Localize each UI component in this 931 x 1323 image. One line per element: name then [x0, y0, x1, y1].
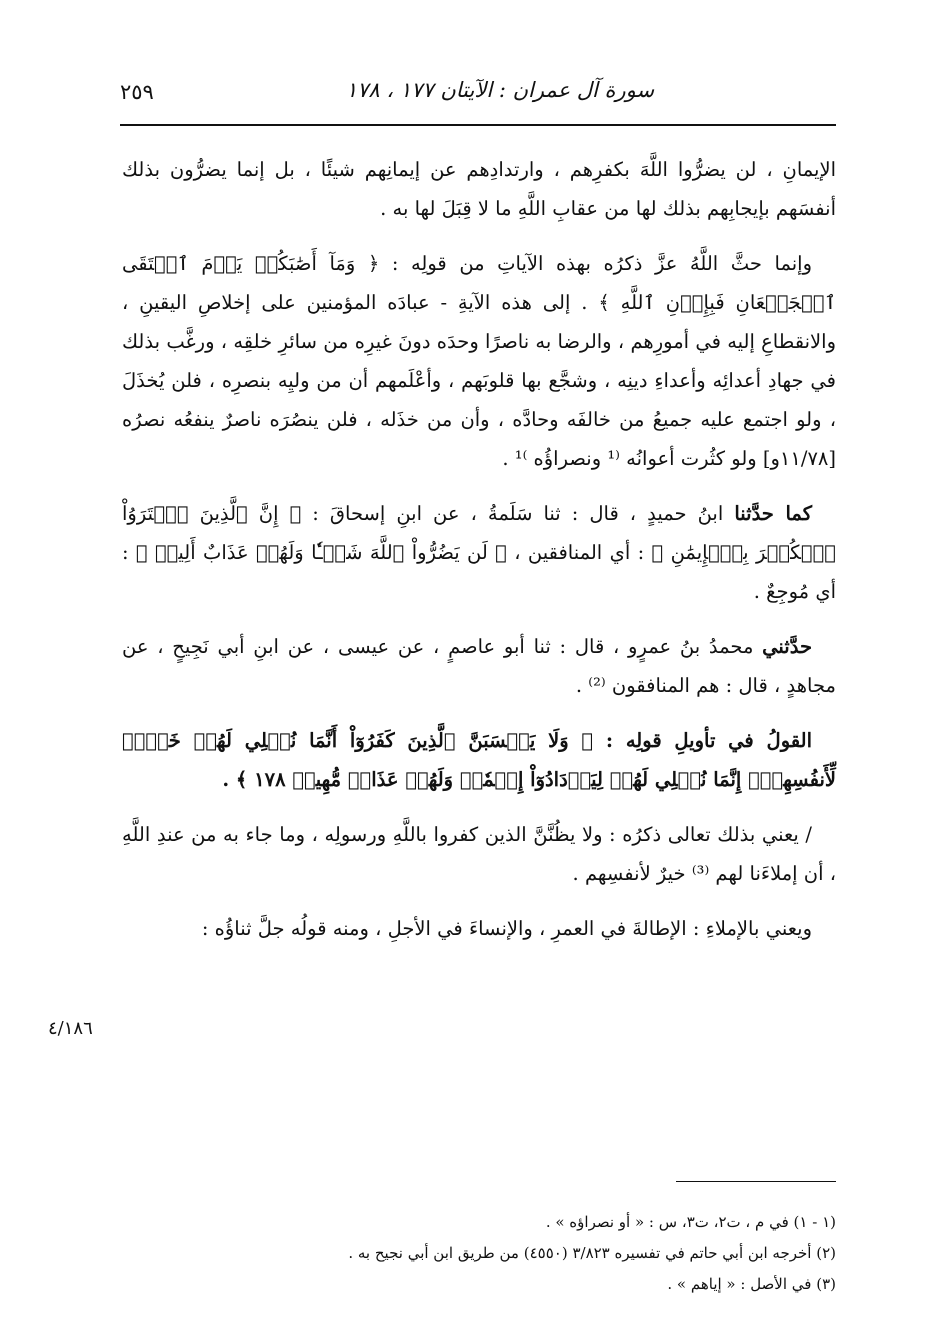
paragraph-lead: حدَّثني — [762, 635, 812, 658]
paragraph-3 — [122, 494, 836, 611]
paragraph-7 — [122, 909, 836, 948]
footnote-rule — [676, 1181, 836, 1182]
margin-reference: ٤/١٨٦ — [48, 1018, 93, 1039]
paragraph-lead: القولُ في تأويلِ قولِه : — [605, 729, 812, 752]
paragraph-text: ابنُ حميدٍ ، قال : ثنا سَلَمةُ ، عن ابنِ إسحاقَ : ﴿ إِنَّ ٱلَّذِينَ ٱشۡتَرَوُاْ ٱلۡكُفۡرَ بِٱلۡإِيمَٰنِ ﴾ : أي المنافقين ، ﴿ لَن يَضُرُّواْ ٱللَّهَ شَيۡـٔٗا وَلَهُمۡ عَذَابٌ أَلِيمٞ ﴾ : أي مُوجِعٌ . — [122, 502, 836, 603]
paragraph-text: وإنما حثَّ اللَّهُ عزَّ ذكرُه بهذه الآياتِ من قولِه : ﴿ وَمَآ أَصَٰبَكُمۡ يَوۡمَ ٱلۡتَقَى ٱلۡجَمۡعَانِ فَبِإِذۡنِ ٱللَّهِ ﴾ . إلى هذه الآيةِ - عبادَه المؤمنين على إخلاصِ اليقينِ ، والانقطاعِ إليه في أمورِهم ، والرضا به ناصرًا وحدَه دونَ غيرِه من سائرِ خلقِه ، ورغَّب بذلك في جهادِ أعدائِه وأعداءِ دينِه ، وشجَّع بها قلوبَهم ، وأعْلَمهم أن من وليِه بنصرِه ، فلن يُخذَلَ ، ولو اجتمع عليه جميعُ من خالفَه وحادَّه ، وأن من خذَله ، فلن ينصُرَه ناصرٌ ينفعُه نصرُه [١١/٧٨و] ولو كثُرت أعوانُه ⁽¹ ونصراؤُه ⁾¹ . — [122, 252, 836, 470]
running-header-title: سورة آل عمران : الآيتان ١٧٧ ، ١٧٨ — [345, 78, 655, 102]
paragraph-4 — [122, 627, 836, 705]
main-text — [122, 150, 836, 964]
paragraph-text: ﴿ وَلَا يَحۡسَبَنَّ ٱلَّذِينَ كَفَرُوٓاْ أَنَّمَا نُمۡلِي لَهُمۡ خَيۡرٞ لِّأَنفُسِهِمۡۚ إِنَّمَا نُمۡلِي لَهُمۡ لِيَزۡدَادُوٓاْ إِثۡمٗاۖ وَلَهُمۡ عَذَابٞ مُّهِينٞ ١٧٨ ﴾ . — [122, 729, 836, 791]
paragraph-1 — [122, 150, 836, 228]
footnote-2: (٢) أخرجه ابن أبي حاتم في تفسيره ٣/٨٢٣ (٤٥٥٠) من طريق ابن أبي نجيح به . — [348, 1244, 836, 1262]
paragraph-text: ويعني بالإملاءِ : الإطالةَ في العمرِ ، والإنساءَ في الأجلِ ، ومنه قولُه جلَّ ثناؤُه : — [201, 917, 812, 940]
paragraph-text: / يعني بذلك تعالى ذكرُه : ولا يظُنَّنَّ الذين كفروا باللَّهِ ورسولِه ، وما جاء به من عندِ اللَّهِ ، أن إملاءَنا لهم ⁽³⁾ خيرٌ لأنفسِهم . — [122, 823, 836, 885]
paragraph-text: الإيمانِ ، لن يضرُّوا اللَّهَ بكفرِهم ، وارتدادِهم عن إيمانِهم شيئًا ، بل إنما يضرُّون بذلك أنفسَهم بإيجابِهم بذلك لها من عقابِ اللَّهِ ما لا قِبَلَ لها به . — [122, 158, 836, 220]
footnote-1: (١ - ١) في م ، ت٢، ت٣، س : « أو نصراؤه » . — [545, 1213, 836, 1231]
paragraph-6 — [122, 815, 836, 893]
paragraph-text: محمدُ بنُ عمرٍو ، قال : ثنا أبو عاصمٍ ، عن عيسى ، عن ابنِ أبي نَجِيحٍ ، عن مجاهدٍ ، قال : هم المنافقون ⁽²⁾ . — [122, 635, 836, 697]
header-rule — [120, 124, 836, 126]
paragraph-2 — [122, 244, 836, 478]
footnote-3: (٣) في الأصل : « إياهم » . — [667, 1275, 836, 1293]
paragraph-5 — [122, 721, 836, 799]
footnotes — [122, 1211, 836, 1304]
paragraph-lead: كما حدَّثنا — [734, 502, 812, 525]
page-number: ٢٥٩ — [120, 80, 154, 104]
